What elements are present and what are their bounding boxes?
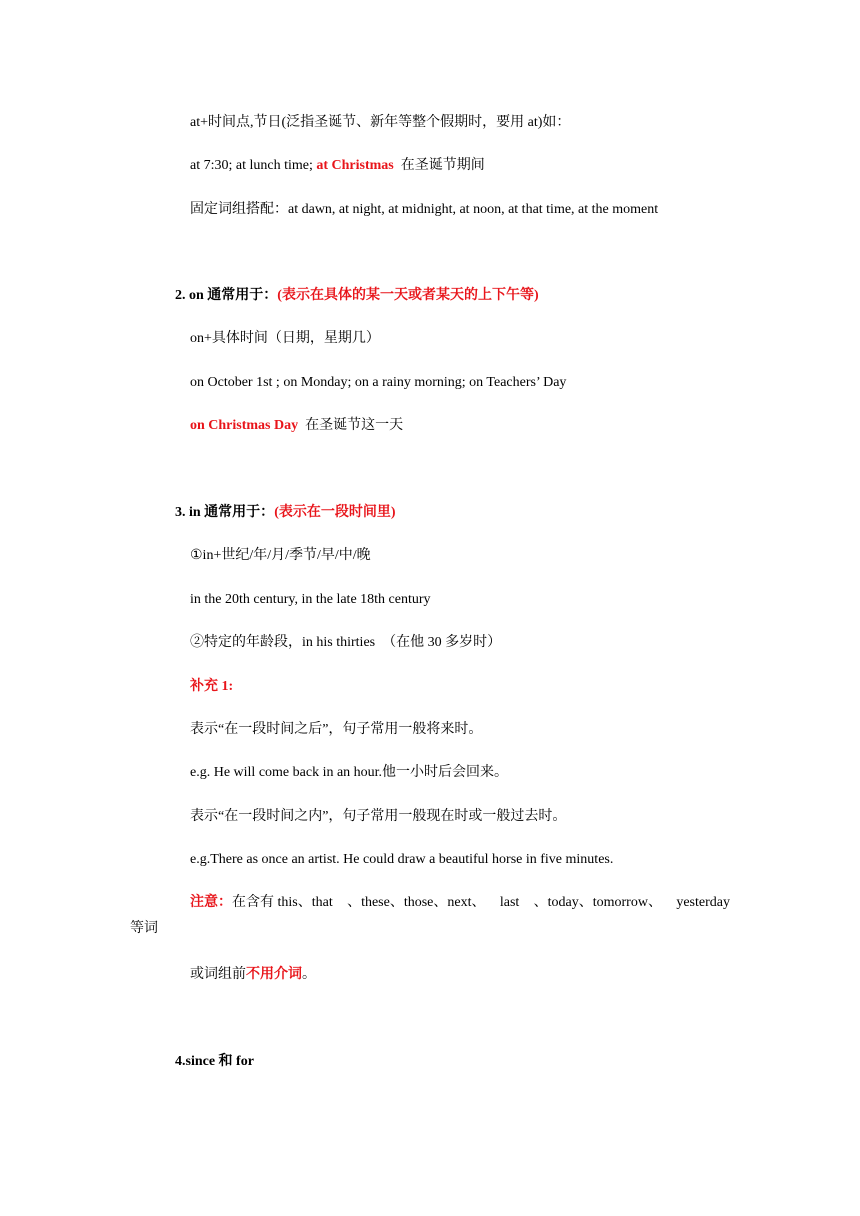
in-century-examples: in the 20th century, in the late 18th century: [190, 592, 431, 607]
note-label: 注意：: [190, 895, 232, 910]
note-word-1: 、these、those、next、: [347, 895, 486, 910]
note-line-2: [190, 966, 316, 984]
note-line: [190, 894, 730, 912]
note-text-start: 在含有 this、that: [232, 895, 333, 910]
note-word-2: last: [499, 895, 520, 910]
on-christmas-line: [190, 417, 403, 435]
on-christmas-meaning: 在圣诞节这一天: [305, 418, 404, 433]
on-section-heading: [175, 287, 539, 305]
on-examples-line: on October 1st ; on Monday; on a rainy morning; on Teachers’ Day: [190, 375, 567, 390]
at-examples-line: [190, 157, 485, 175]
at-rule-line: at+时间点,节日(泛指圣诞节、新年等整个假期时，要用 at)如：: [190, 115, 571, 130]
in-heading-text: 3. in 通常用于：: [175, 505, 275, 520]
note-line2-text: 或词组前: [190, 967, 246, 982]
note-wrap: 等词: [130, 921, 158, 936]
after-period-example: e.g. He will come back in an hour.他一小时后会回来。: [190, 765, 509, 780]
supplement-label: 补充 1:: [190, 679, 234, 694]
at-christmas-highlight: at Christmas: [316, 158, 394, 173]
on-christmas-highlight: on Christmas Day: [190, 418, 299, 433]
in-age-line: ②特定的年龄段，in his thirties （在他 30 多岁时）: [190, 635, 502, 650]
at-examples-text: at 7:30; at lunch time;: [190, 158, 317, 173]
in-section-heading: [175, 504, 396, 522]
note-word-3: 、today、tomorrow、: [533, 895, 662, 910]
note-word-0: [190, 894, 333, 912]
note-line2-end: 。: [302, 967, 316, 982]
within-period-rule: 表示“在一段时间之内”，句子常用一般现在时或一般过去时。: [190, 809, 567, 824]
on-heading-highlight: (表示在具体的某一天或者某天的上下午等): [277, 288, 539, 303]
within-period-example: e.g.There as once an artist. He could draw a beautiful horse in five minutes.: [190, 852, 614, 867]
no-preposition-highlight: 不用介词: [246, 967, 302, 982]
since-for-heading: 4.since 和 for: [175, 1054, 254, 1069]
on-heading-text: 2. on 通常用于：: [175, 288, 278, 303]
at-fixed-phrases-line: 固定词组搭配：at dawn, at night, at midnight, at noon, at that time, at the moment: [190, 202, 659, 217]
at-christmas-meaning: 在圣诞节期间: [400, 158, 485, 173]
in-heading-highlight: (表示在一段时间里): [274, 505, 396, 520]
on-rule-line: on+具体时间（日期，星期几）: [190, 331, 380, 346]
after-period-rule: 表示“在一段时间之后”，句子常用一般将来时。: [190, 722, 483, 737]
in-rule-line: ①in+世纪/年/月/季节/早/中/晚: [190, 548, 371, 563]
note-word-4: yesterday: [676, 895, 730, 910]
